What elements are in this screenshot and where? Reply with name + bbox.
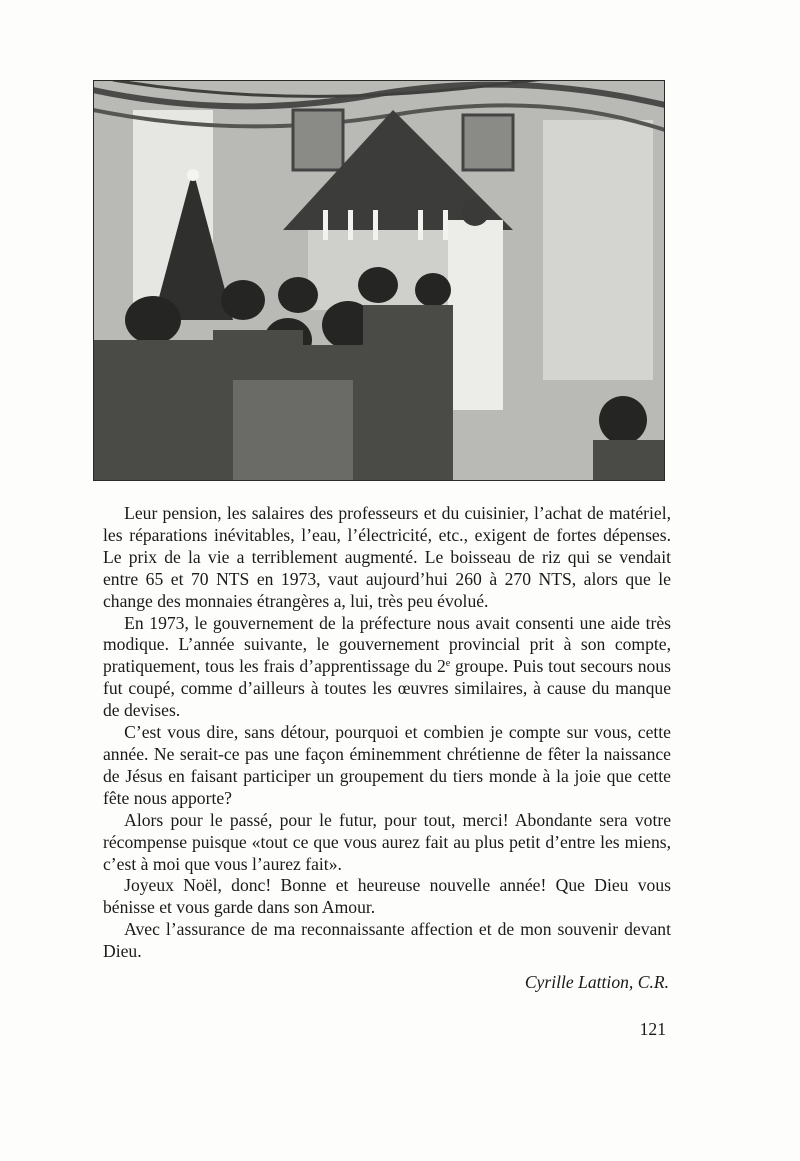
superscript: e <box>445 658 451 670</box>
paragraph: Avec l’assurance de ma reconnaissante affection et de mon souvenir devant Dieu. <box>103 919 671 962</box>
chapel-photo <box>93 80 665 481</box>
paragraph <box>103 613 671 723</box>
page-number: 121 <box>639 1019 666 1039</box>
paragraph: Alors pour le passé, pour le futur, pour tout, merci! Abondante sera votre récompense puisque «tout ce que vous aurez fait au plus petit d’entre les miens, c’est à moi que vous l’aurez fait». <box>103 809 671 874</box>
signature: Cyrille Lattion, C.R. <box>524 972 669 992</box>
paragraph: Leur pension, les salaires des professeurs et du cuisinier, l’achat de matériel, les réparations inévitables, l’eau, l’électricité, etc., exigent de fortes dépenses. Le prix de la vie a terriblement augmenté. Le boisseau de riz qui se vendait entre 65 et 70 NTS en 1973, vaut aujourd’hui 260 à 270 NTS, alors que le change des monnaies étrangères a, lui, très peu évolué. <box>103 503 671 611</box>
paragraph: Joyeux Noël, donc! Bonne et heureuse nouvelle année! Que Dieu vous bénisse et vous garde dans son Amour. <box>103 875 671 918</box>
body-text <box>103 503 671 963</box>
paragraph: C’est vous dire, sans détour, pourquoi et combien je compte sur vous, cette année. Ne serait-ce pas une façon éminemment chrétienne de fêter la naissance de Jésus en faisant participer un groupement du tiers monde à la joie que cette fête nous apporte? <box>103 722 671 808</box>
paragraph-text: groupe. Puis tout secours nous fut coupé, comme d’ailleurs à toutes les œuvres similaires, à cause du manque de devises. <box>103 656 671 721</box>
paragraph-text: En 1973, le gouvernement de la préfecture nous avait consenti une aide très modique. L’année suivante, le gouvernement provincial prit à son compte, pratiquement, tous les frais d’apprentissage du 2 <box>103 612 671 677</box>
